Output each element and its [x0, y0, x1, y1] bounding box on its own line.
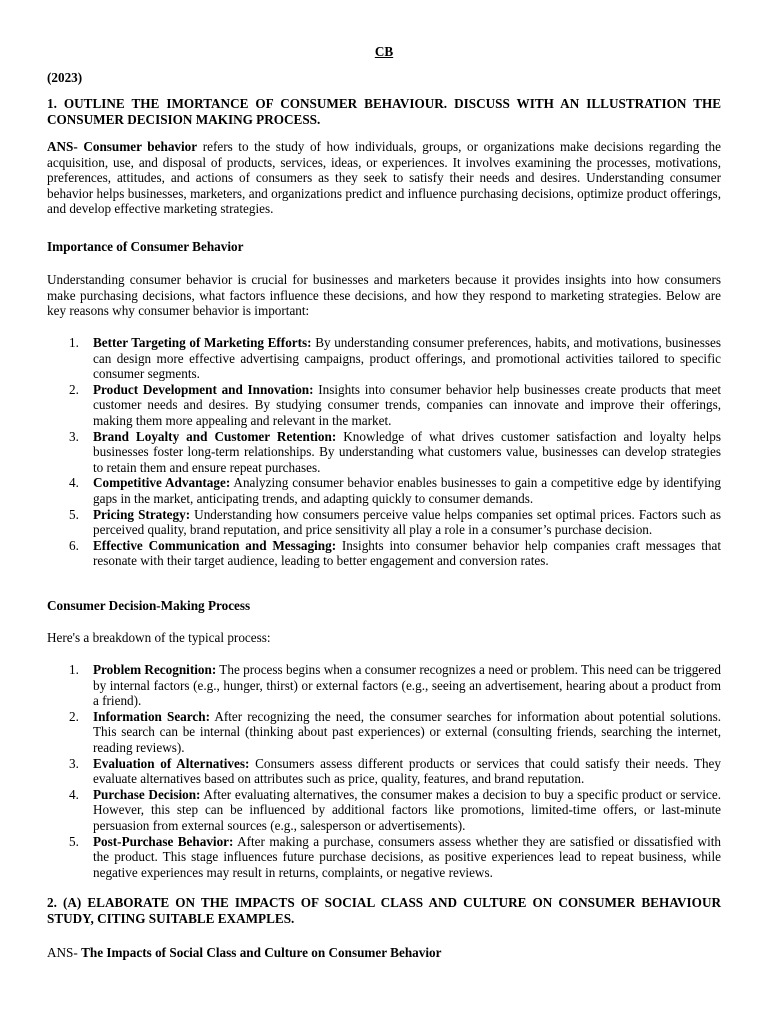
process-intro: Here's a breakdown of the typical process:	[47, 630, 271, 645]
list-item: 2. Product Development and Innovation: Insights into consumer behavior help businesses create products that meet customer needs and desires. By studying consumer trends, companies can innovate and improve their offerings, making them more appealing and relevant in the market.	[69, 381, 721, 428]
list-item: 2. Information Search: After recognizing the need, the consumer searches for information about potential solutions. This search can be internal (thinking about past experiences) or external (consulting friends, searching the internet, reading reviews).	[69, 708, 722, 755]
list-item: 1. Better Targeting of Marketing Efforts: By understanding consumer preferences, habits, and motivations, businesses can design more effective advertising campaigns, product offerings, and promotional activities tailored to specific consumer segments.	[69, 335, 721, 382]
answer-2-title-line	[47, 945, 721, 961]
list-item: 1. Problem Recognition: The process begins when a consumer recognizes a need or problem. This need can be triggered by internal factors (e.g., hunger, thirst) or external factors (e.g., seeing an advertisement, hearing about a product from a friend).	[69, 662, 721, 709]
process-list	[47, 662, 721, 880]
answer-2-title: The Impacts of Social Class and Culture on Consumer Behavior	[81, 945, 442, 960]
list-item: 4. Competitive Advantage: Analyzing consumer behavior enables businesses to gain a competitive edge by identifying gaps in the market, anticipating trends, and adapting quickly to consumer demands.	[69, 475, 721, 506]
list-item: 5. Post-Purchase Behavior: After making a purchase, consumers assess whether they are satisfied or dissatisfied with the product. This stage influences future purchase decisions, as positive experiences lead to repeat business, while negative experiences may result in returns, complaints, or negative reviews.	[69, 833, 721, 880]
list-item: 3. Brand Loyalty and Customer Retention: Knowledge of what drives customer satisfaction and loyalty helps businesses foster long-term relationships. By understanding what customers value, businesses can develop strategies to retain them and ensure repeat purchases.	[69, 428, 721, 475]
answer-1-lead: ANS- Consumer behavior	[47, 139, 198, 154]
year-label: (2023)	[47, 70, 83, 85]
question-1-heading: 1. OUTLINE THE IMORTANCE OF CONSUMER BEHAVIOUR. DISCUSS WITH AN ILLUSTRATION THE CONSUMER DECISION MAKING PROCESS.	[47, 96, 721, 127]
document-title: CB	[374, 44, 394, 59]
answer-2-prefix: ANS-	[47, 945, 82, 960]
list-item: 3. Evaluation of Alternatives: Consumers assess different products or services that could satisfy their needs. They evaluate alternatives based on attributes such as price, quality, features, and brand reputation.	[69, 755, 721, 787]
answer-1-paragraph	[47, 139, 721, 217]
process-heading: Consumer Decision-Making Process	[47, 598, 251, 613]
question-2-heading: 2. (A) ELABORATE ON THE IMPACTS OF SOCIAL CLASS AND CULTURE ON CONSUMER BEHAVIOUR STUDY, CITING SUITABLE EXAMPLES.	[47, 895, 721, 926]
list-item: 6. Effective Communication and Messaging: Insights into consumer behavior help companies craft messages that resonate with their target audience, leading to better engagement and conversion rates.	[69, 537, 721, 569]
importance-intro: Understanding consumer behavior is crucial for businesses and marketers because it provides insights into how consumers make purchasing decisions, what factors influence these decisions, and how they respond to marketing strategies. Below are key reasons why consumer behavior is important:	[47, 272, 721, 319]
answer-1-text: refers to the study of how individuals, groups, or organizations make decisions regarding the acquisition, use, and disposal of products, services, ideas, or experiences. It involves examining the processes, motivations, preferences, attitudes, and actions of consumers as they seek to satisfy their needs and desires. Understanding consumer behavior helps businesses, marketers, and organizations predict and influence purchasing decisions, optimize product offerings, and develop effective marketing strategies.	[47, 139, 722, 217]
list-item: 5. Pricing Strategy: Understanding how consumers perceive value helps companies set optimal prices. Factors such as perceived quality, brand reputation, and price sensitivity all play a role in a consumer’s purchase decision.	[69, 506, 722, 538]
importance-heading: Importance of Consumer Behavior	[47, 239, 244, 254]
importance-list	[47, 335, 721, 569]
list-item: 4. Purchase Decision: After evaluating alternatives, the consumer makes a decision to buy a specific product or service. However, this step can be influenced by additional factors like promotions, limited-time offers, or last-minute persuasion from external sources (e.g., salesperson or advertisements).	[69, 786, 721, 833]
